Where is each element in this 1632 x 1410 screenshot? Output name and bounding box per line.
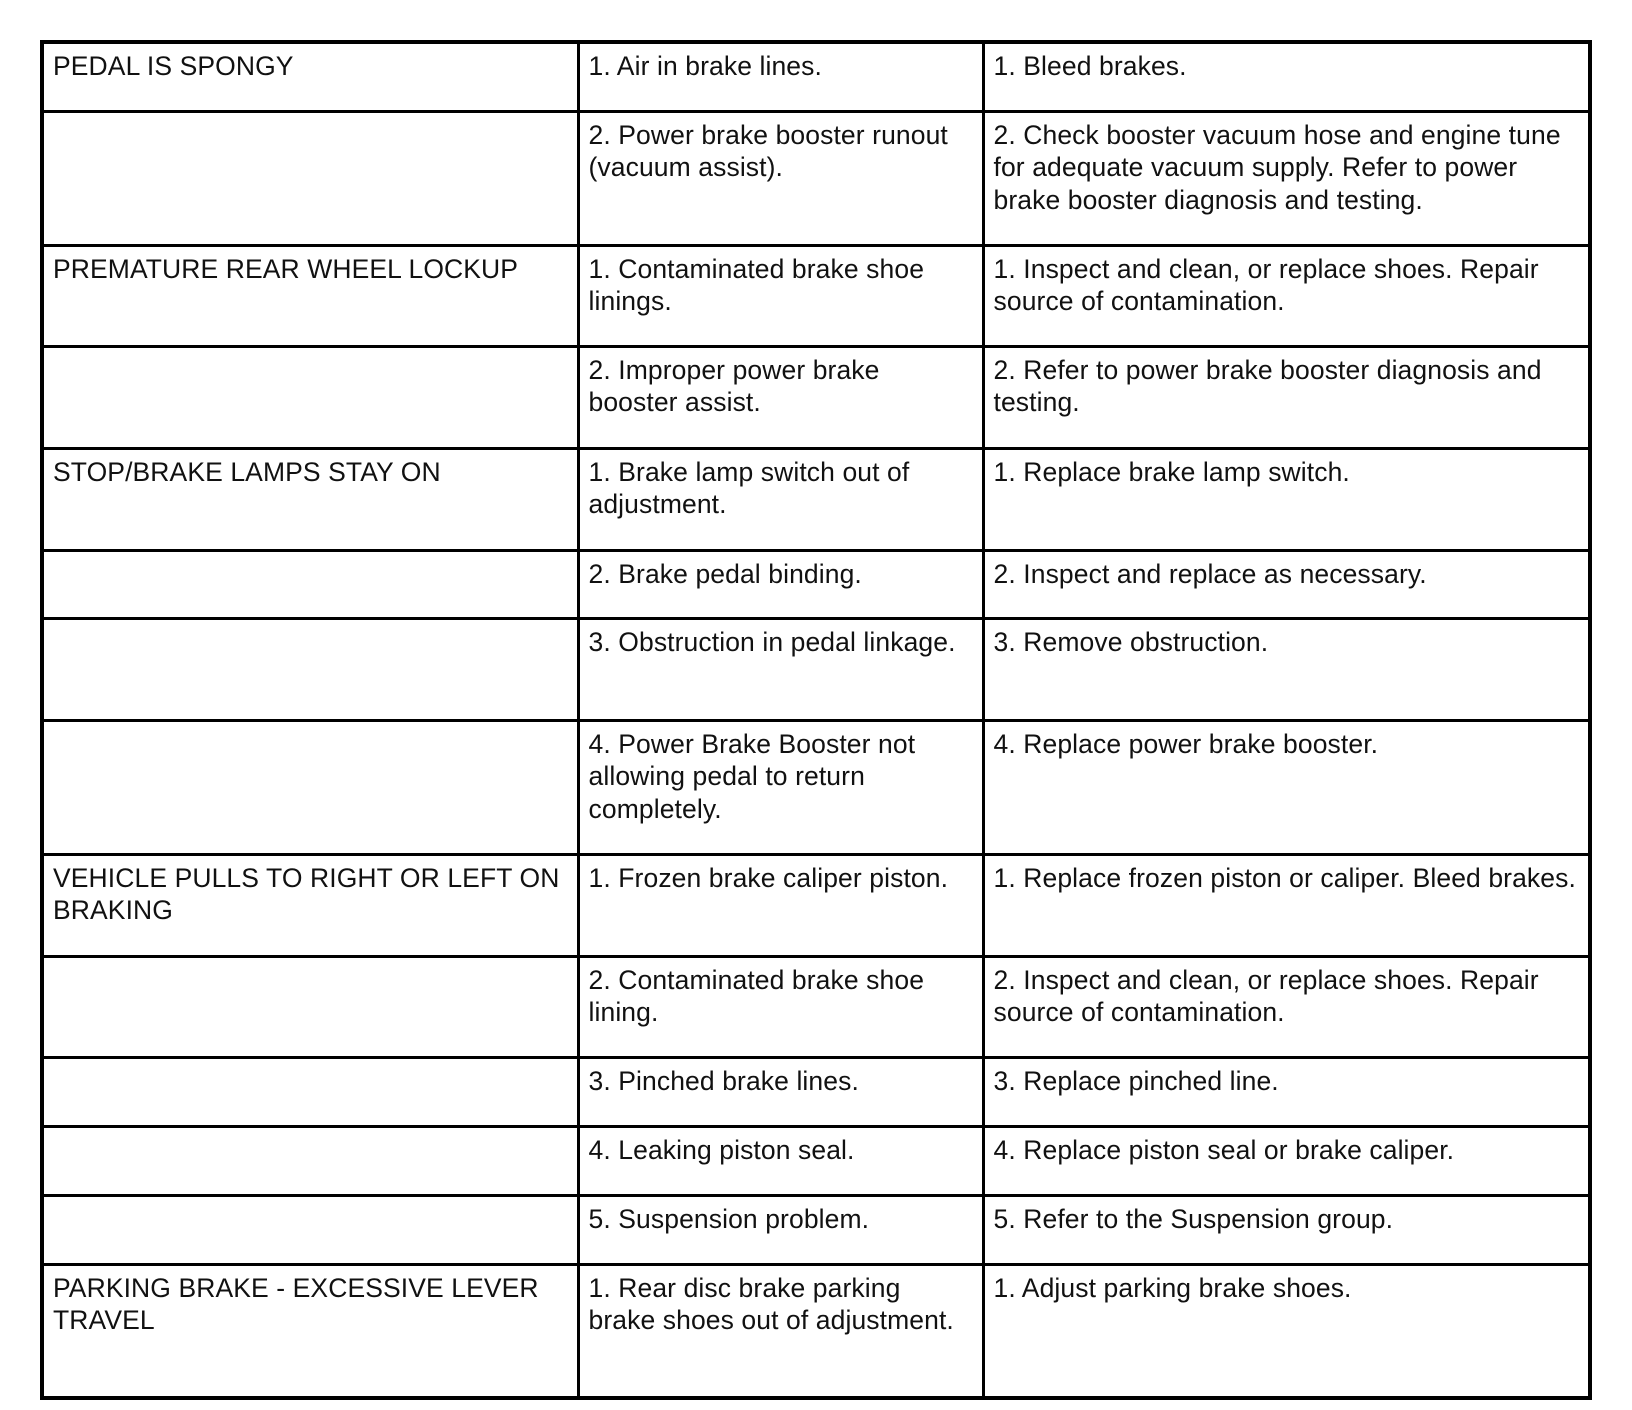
- table-row: [42, 346, 1590, 448]
- table-row: [42, 1126, 1590, 1195]
- condition-cell: PREMATURE REAR WHEEL LOCKUP: [42, 245, 578, 346]
- condition-cell: [42, 1057, 578, 1126]
- table-row: [42, 618, 1590, 720]
- cause-cell: 1. Brake lamp switch out of adjustment.: [578, 448, 983, 550]
- cause-cell: 2. Contaminated brake shoe lining.: [578, 956, 983, 1057]
- cause-cell: 3. Obstruction in pedal linkage.: [578, 618, 983, 720]
- correction-cell: 1. Adjust parking brake shoes.: [983, 1264, 1590, 1398]
- table-row: [42, 42, 1590, 111]
- correction-cell: 1. Replace frozen piston or caliper. Bleed brakes.: [983, 854, 1590, 956]
- cause-cell: 3. Pinched brake lines.: [578, 1057, 983, 1126]
- cause-cell: 1. Contaminated brake shoe linings.: [578, 245, 983, 346]
- condition-cell: STOP/BRAKE LAMPS STAY ON: [42, 448, 578, 550]
- condition-cell: [42, 346, 578, 448]
- cause-cell: 1. Air in brake lines.: [578, 42, 983, 111]
- condition-cell: PARKING BRAKE - EXCESSIVE LEVER TRAVEL: [42, 1264, 578, 1398]
- condition-cell: [42, 720, 578, 854]
- correction-cell: 3. Replace pinched line.: [983, 1057, 1590, 1126]
- condition-cell: VEHICLE PULLS TO RIGHT OR LEFT ON BRAKING: [42, 854, 578, 956]
- correction-cell: 3. Remove obstruction.: [983, 618, 1590, 720]
- cause-cell: 5. Suspension problem.: [578, 1195, 983, 1264]
- correction-cell: 1. Inspect and clean, or replace shoes. Repair source of contamination.: [983, 245, 1590, 346]
- cause-cell: 1. Rear disc brake parking brake shoes out of adjustment.: [578, 1264, 983, 1398]
- correction-cell: 2. Inspect and clean, or replace shoes. Repair source of contamination.: [983, 956, 1590, 1057]
- cause-cell: 2. Brake pedal binding.: [578, 550, 983, 618]
- condition-cell: [42, 1195, 578, 1264]
- condition-cell: [42, 111, 578, 245]
- cause-cell: 4. Leaking piston seal.: [578, 1126, 983, 1195]
- correction-cell: 2. Check booster vacuum hose and engine tune for adequate vacuum supply. Refer to power brake booster diagnosis and testing.: [983, 111, 1590, 245]
- diagnosis-table-container: [40, 40, 1588, 1400]
- condition-cell: [42, 618, 578, 720]
- cause-cell: 2. Improper power brake booster assist.: [578, 346, 983, 448]
- table-row: [42, 1264, 1590, 1398]
- cause-cell: 1. Frozen brake caliper piston.: [578, 854, 983, 956]
- table-row: [42, 111, 1590, 245]
- condition-cell: [42, 550, 578, 618]
- correction-cell: 1. Replace brake lamp switch.: [983, 448, 1590, 550]
- table-row: [42, 245, 1590, 346]
- correction-cell: 2. Inspect and replace as necessary.: [983, 550, 1590, 618]
- cause-cell: 2. Power brake booster runout (vacuum assist).: [578, 111, 983, 245]
- correction-cell: 1. Bleed brakes.: [983, 42, 1590, 111]
- correction-cell: 4. Replace piston seal or brake caliper.: [983, 1126, 1590, 1195]
- correction-cell: 5. Refer to the Suspension group.: [983, 1195, 1590, 1264]
- cause-cell: 4. Power Brake Booster not allowing pedal to return completely.: [578, 720, 983, 854]
- table-row: [42, 448, 1590, 550]
- table-row: [42, 550, 1590, 618]
- table-row: [42, 1057, 1590, 1126]
- brake-diagnosis-table: [40, 40, 1592, 1400]
- condition-cell: [42, 1126, 578, 1195]
- table-row: [42, 956, 1590, 1057]
- correction-cell: 2. Refer to power brake booster diagnosis and testing.: [983, 346, 1590, 448]
- table-row: [42, 720, 1590, 854]
- table-row: [42, 854, 1590, 956]
- correction-cell: 4. Replace power brake booster.: [983, 720, 1590, 854]
- condition-cell: PEDAL IS SPONGY: [42, 42, 578, 111]
- table-row: [42, 1195, 1590, 1264]
- condition-cell: [42, 956, 578, 1057]
